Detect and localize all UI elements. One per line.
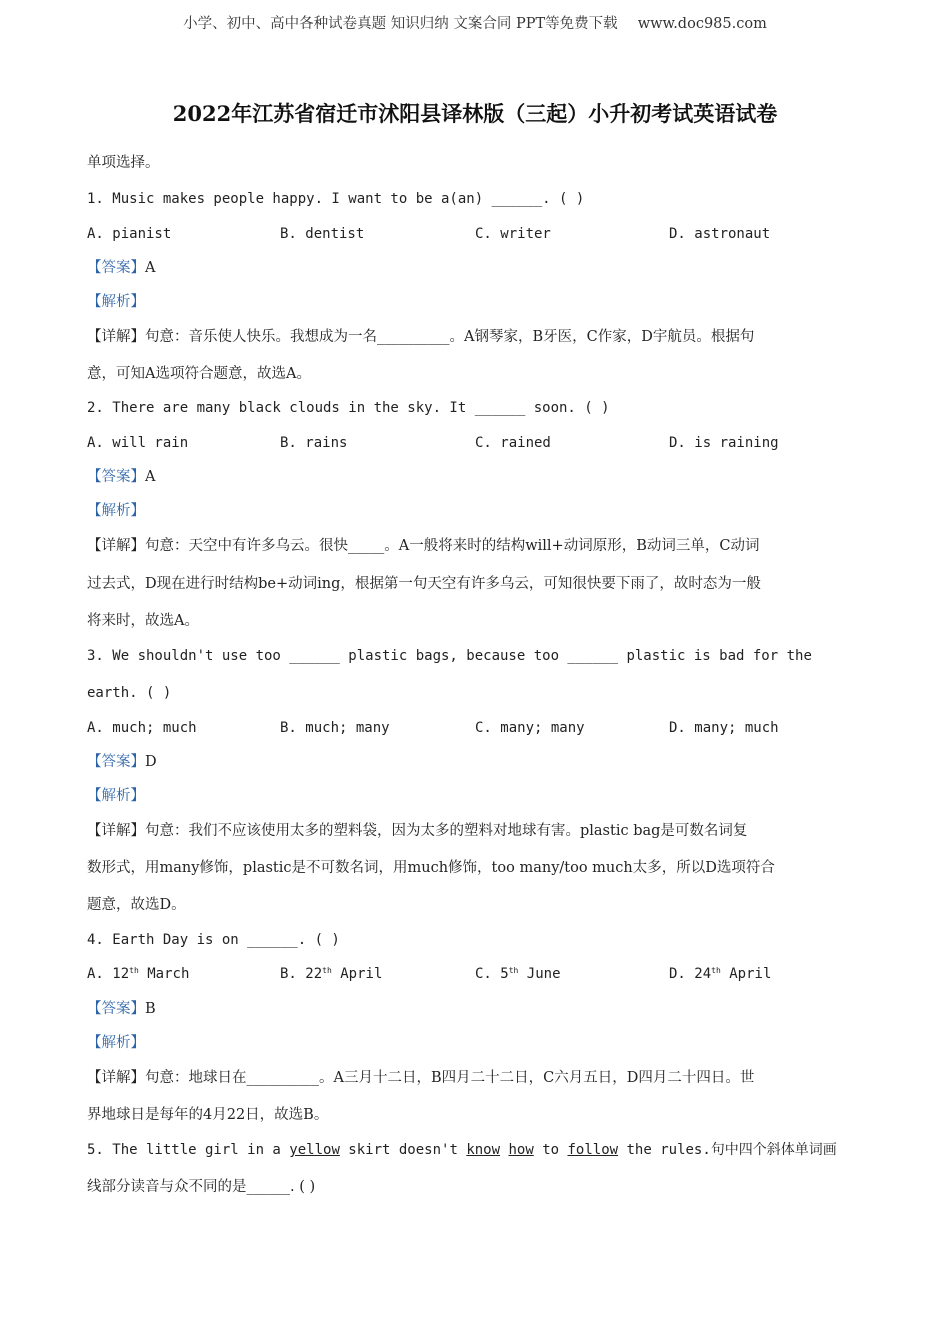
detail-text: 句意：我们不应该使用太多的塑料袋，因为太多的塑料对地球有害。plastic bag是可数名词复 [145,823,748,839]
answer-value: A [145,260,156,276]
question-4-answer [87,999,156,1019]
underlined-word-how: how [508,1142,534,1158]
question-1-analysis-label: 【解析】 [87,294,145,310]
option-d: D. is raining [669,435,779,451]
answer-value: D [145,754,157,770]
detail-text: 句意：音乐使人快乐。我想成为一名__________。A钢琴家，B牙医，C作家，D宇航员。根据句 [145,329,755,345]
question-2-analysis-label: 【解析】 [87,503,145,519]
option-d: D. many; much [669,720,779,736]
header-left-text: 小学、初中、高中各种试卷真题 知识归纳 文案合同 PPT等免费下载 [183,16,618,32]
question-4-analysis-label: 【解析】 [87,1035,145,1051]
option-c: C. rained [475,435,551,451]
option-a: A. much; much [87,720,197,736]
question-1-detail-line-2: 意，可知A选项符合题意，故选A。 [87,366,311,382]
page-header [0,12,950,33]
question-4-options [87,964,867,984]
detail-label: 【详解】 [87,538,145,554]
question-3-stem-line-2: earth. ( ) [87,685,172,701]
underlined-word-yellow: yellow [289,1142,340,1158]
header-url: www.doc985.com [637,16,767,32]
question-4-detail-line-2: 界地球日是每年的4月22日，故选B。 [87,1107,329,1123]
detail-label: 【详解】 [87,329,145,345]
option-c: C. 5th June [475,966,561,982]
answer-value: B [145,1001,156,1017]
question-5-stem-line-1: 5. The little girl in a yellow skirt doesn't know how to follow the rules.句中四个斜体单词画 [87,1142,837,1158]
question-2-detail-line-2: 过去式，D现在进行时结构be+动词ing，根据第一句天空有许多乌云，可知很快要下雨了，故时态为一般 [87,576,761,592]
underlined-word-follow: follow [567,1142,619,1158]
section-heading: 单项选择。 [87,155,160,171]
exam-title: 2022年江苏省宿迁市沭阳县译林版（三起）小升初考试英语试卷 [172,101,778,126]
question-3-detail-line-2: 数形式，用many修饰，plastic是不可数名词，用much修饰，too many/too much太多，所以D选项符合 [87,860,775,876]
option-a: A. will rain [87,435,189,451]
option-b: B. dentist [280,226,365,242]
question-3-stem-line-1: 3. We shouldn't use too ______ plastic bags, because too ______ plastic is bad for the [87,648,812,664]
question-1-answer [87,258,155,278]
question-2-options [87,433,867,453]
option-b: B. much; many [280,720,390,736]
question-4-detail-line-1 [87,1068,754,1088]
question-4-stem: 4. Earth Day is on ______. ( ) [87,932,340,948]
question-3-answer [87,752,157,772]
option-d: D. 24th April [669,966,772,982]
option-b: B. 22th April [280,966,383,982]
detail-text: 句意：天空中有许多乌云。很快_____。A一般将来时的结构will+动词原形，B动词三单，C动词 [145,538,760,554]
underlined-word-know: know [466,1142,501,1158]
option-c: C. writer [475,226,551,242]
question-2-answer [87,467,155,487]
question-5-stem-line-2: 线部分读音与众不同的是______. ( ) [87,1179,316,1195]
option-b: B. rains [280,435,348,451]
detail-label: 【详解】 [87,1070,145,1086]
detail-label: 【详解】 [87,823,145,839]
question-3-detail-line-3: 题意，故选D。 [87,897,186,913]
question-2-stem: 2. There are many black clouds in the sky. It ______ soon. ( ) [87,400,610,416]
answer-value: A [145,469,156,485]
option-c: C. many; many [475,720,585,736]
question-1-detail-line-1 [87,327,754,347]
answer-label: 【答案】 [87,1001,145,1017]
question-3-detail-line-1 [87,821,747,841]
question-2-detail-line-1 [87,536,759,556]
answer-label: 【答案】 [87,260,145,276]
option-a: A. pianist [87,226,172,242]
question-1-options [87,224,867,244]
answer-label: 【答案】 [87,754,145,770]
option-d: D. astronaut [669,226,771,242]
question-1-stem: 1. Music makes people happy. I want to be a(an) ______. ( ) [87,191,585,207]
detail-text: 句意：地球日在__________。A三月十二日，B四月二十二日，C六月五日，D四月二十四日。世 [145,1070,755,1086]
question-3-options [87,718,867,738]
question-2-detail-line-3: 将来时，故选A。 [87,613,199,629]
answer-label: 【答案】 [87,469,145,485]
question-3-analysis-label: 【解析】 [87,788,145,804]
option-a: A. 12th March [87,966,190,982]
